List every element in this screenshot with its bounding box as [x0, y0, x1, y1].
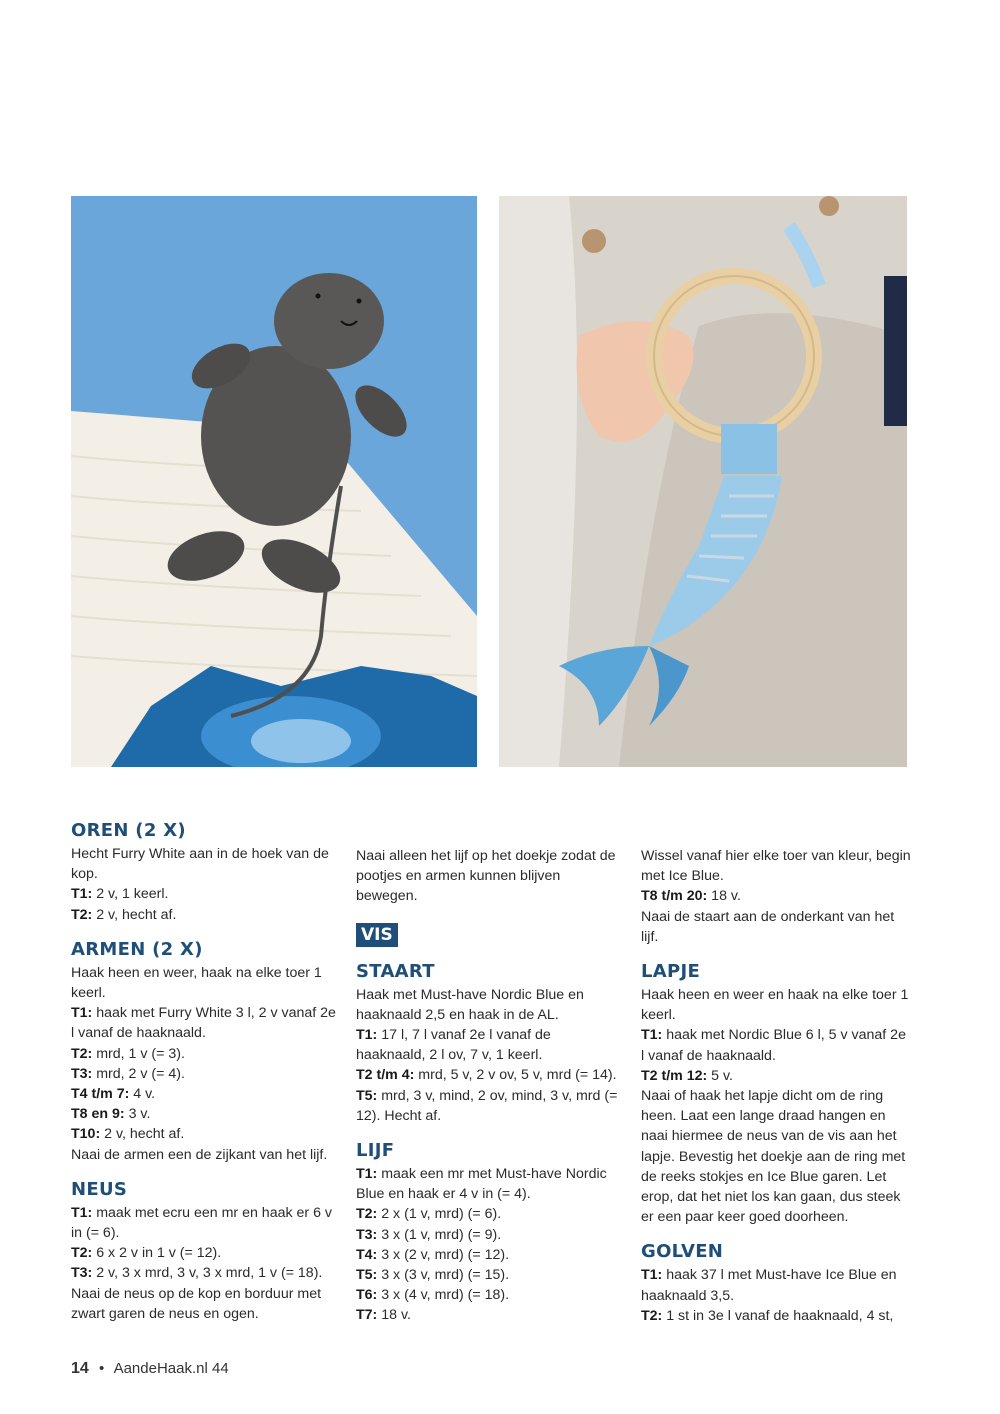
section-lijf: [356, 1140, 624, 1326]
col3-intro-0: Wissel vanaf hier elke toer van kleur, begin met Ice Blue.: [641, 848, 911, 885]
heading-oren: OREN (2 X): [71, 820, 186, 841]
armen-line-6: T10: 2 v, hecht af.: [71, 1126, 185, 1143]
column-3: [641, 846, 911, 1326]
neus-line-3: Naai de neus op de kop en borduur met zwart garen de neus en ogen.: [71, 1285, 322, 1322]
column-2: [356, 846, 624, 1326]
heading-staart: STAART: [356, 960, 435, 982]
section-armen: [71, 939, 339, 1165]
heading-armen: ARMEN (2 X): [71, 938, 203, 960]
section-staart: [356, 961, 624, 1126]
page-footer: [71, 1360, 229, 1378]
lijf-line-0: T1: maak een mr met Must-have Nordic Blue en haak er 4 v in (= 4).: [356, 1166, 607, 1203]
section-golven: [641, 1241, 911, 1326]
heading-lapje: LAPJE: [641, 961, 701, 983]
neus-line-1: T2: 6 x 2 v in 1 v (= 12).: [71, 1245, 222, 1262]
armen-line-2: T2: mrd, 1 v (= 3).: [71, 1045, 185, 1062]
column-1: [71, 820, 339, 1324]
staart-line-3: T5: mrd, 3 v, mind, 2 ov, mind, 3 v, mrd (= 12). Hecht af.: [356, 1087, 618, 1124]
fish-ring-photo: [499, 196, 907, 767]
col2-intro: Naai alleen het lijf op het doekje zodat de pootjes en armen kunnen blijven bewegen.: [356, 848, 616, 905]
armen-line-5: T8 en 9: 3 v.: [71, 1106, 151, 1123]
oren-line-0: Hecht Furry White aan in de hoek van de kop.: [71, 846, 329, 883]
vis-tag: VIS: [356, 923, 398, 947]
armen-line-4: T4 t/m 7: 4 v.: [71, 1086, 156, 1103]
lapje-line-1: T1: haak met Nordic Blue 6 l, 5 v vanaf 2e l vanaf de haaknaald.: [641, 1027, 906, 1064]
golven-line-1: T2: 1 st in 3e l vanaf de haaknaald, 4 st,: [641, 1307, 894, 1324]
lijf-line-2: T3: 3 x (1 v, mrd) (= 9).: [356, 1226, 502, 1243]
page-number: 14: [71, 1360, 89, 1377]
lijf-line-4: T5: 3 x (3 v, mrd) (= 15).: [356, 1267, 510, 1284]
vis-tag-wrap: [356, 923, 624, 947]
heading-lijf: LIJF: [356, 1140, 395, 1162]
oren-line-2: T2: 2 v, hecht af.: [71, 906, 177, 923]
golven-line-0: T1: haak 37 l met Must-have Ice Blue en haaknaald 3,5.: [641, 1267, 897, 1304]
armen-line-1: T1: haak met Furry White 3 l, 2 v vanaf 2e l vanaf de haaknaald.: [71, 1005, 336, 1042]
col3-intro-1: T8 t/m 20: 18 v.: [641, 888, 741, 905]
armen-line-0: Haak heen en weer, haak na elke toer 1 keerl.: [71, 964, 322, 1002]
section-neus: [71, 1179, 339, 1324]
armen-line-3: T3: mrd, 2 v (= 4).: [71, 1065, 185, 1082]
section-oren: [71, 820, 339, 925]
staart-line-2: T2 t/m 4: mrd, 5 v, 2 v ov, 5 v, mrd (= 14).: [356, 1067, 617, 1084]
lapje-line-0: Haak heen en weer en haak na elke toer 1 keerl.: [641, 987, 909, 1024]
staart-line-1: T1: 17 l, 7 l vanaf 2e l vanaf de haaknaald, 2 l ov, 7 v, 1 keerl.: [356, 1027, 551, 1064]
neus-line-2: T3: 2 v, 3 x mrd, 3 v, 3 x mrd, 1 v (= 18).: [71, 1265, 323, 1282]
staart-line-0: Haak met Must-have Nordic Blue en haaknaald 2,5 en haak in de AL.: [356, 986, 584, 1023]
heading-golven: GOLVEN: [641, 1241, 724, 1263]
magazine-name: AandeHaak.nl 44: [113, 1360, 229, 1377]
neus-line-0: T1: maak met ecru een mr en haak er 6 v in (= 6).: [71, 1204, 333, 1242]
seal-photo: [71, 196, 477, 767]
lijf-line-5: T6: 3 x (4 v, mrd) (= 18).: [356, 1287, 510, 1304]
col3-intro-2: Naai de staart aan de onderkant van het lijf.: [641, 908, 895, 945]
oren-line-1: T1: 2 v, 1 keerl.: [71, 886, 169, 903]
footer-bullet: •: [98, 1360, 105, 1377]
heading-neus: NEUS: [71, 1178, 128, 1200]
lapje-line-2: T2 t/m 12: 5 v.: [641, 1067, 733, 1084]
lijf-line-6: T7: 18 v.: [356, 1307, 411, 1324]
lijf-line-3: T4: 3 x (2 v, mrd) (= 12).: [356, 1246, 510, 1263]
lijf-line-1: T2: 2 x (1 v, mrd) (= 6).: [356, 1206, 502, 1223]
section-lapje: [641, 961, 911, 1227]
armen-line-7: Naai de armen een de zijkant van het lijf.: [71, 1146, 328, 1163]
lapje-line-3: Naai of haak het lapje dicht om de ring heen. Laat een lange draad hangen en naai hiermee de neus van de vis aan het lapje. Bevestig het doekje aan de ring met de reeks stokjes en Ice Blue garen. Let erop, dat het niet los kan gaan, dus steek er een paar keer goed doorheen.: [641, 1088, 906, 1226]
